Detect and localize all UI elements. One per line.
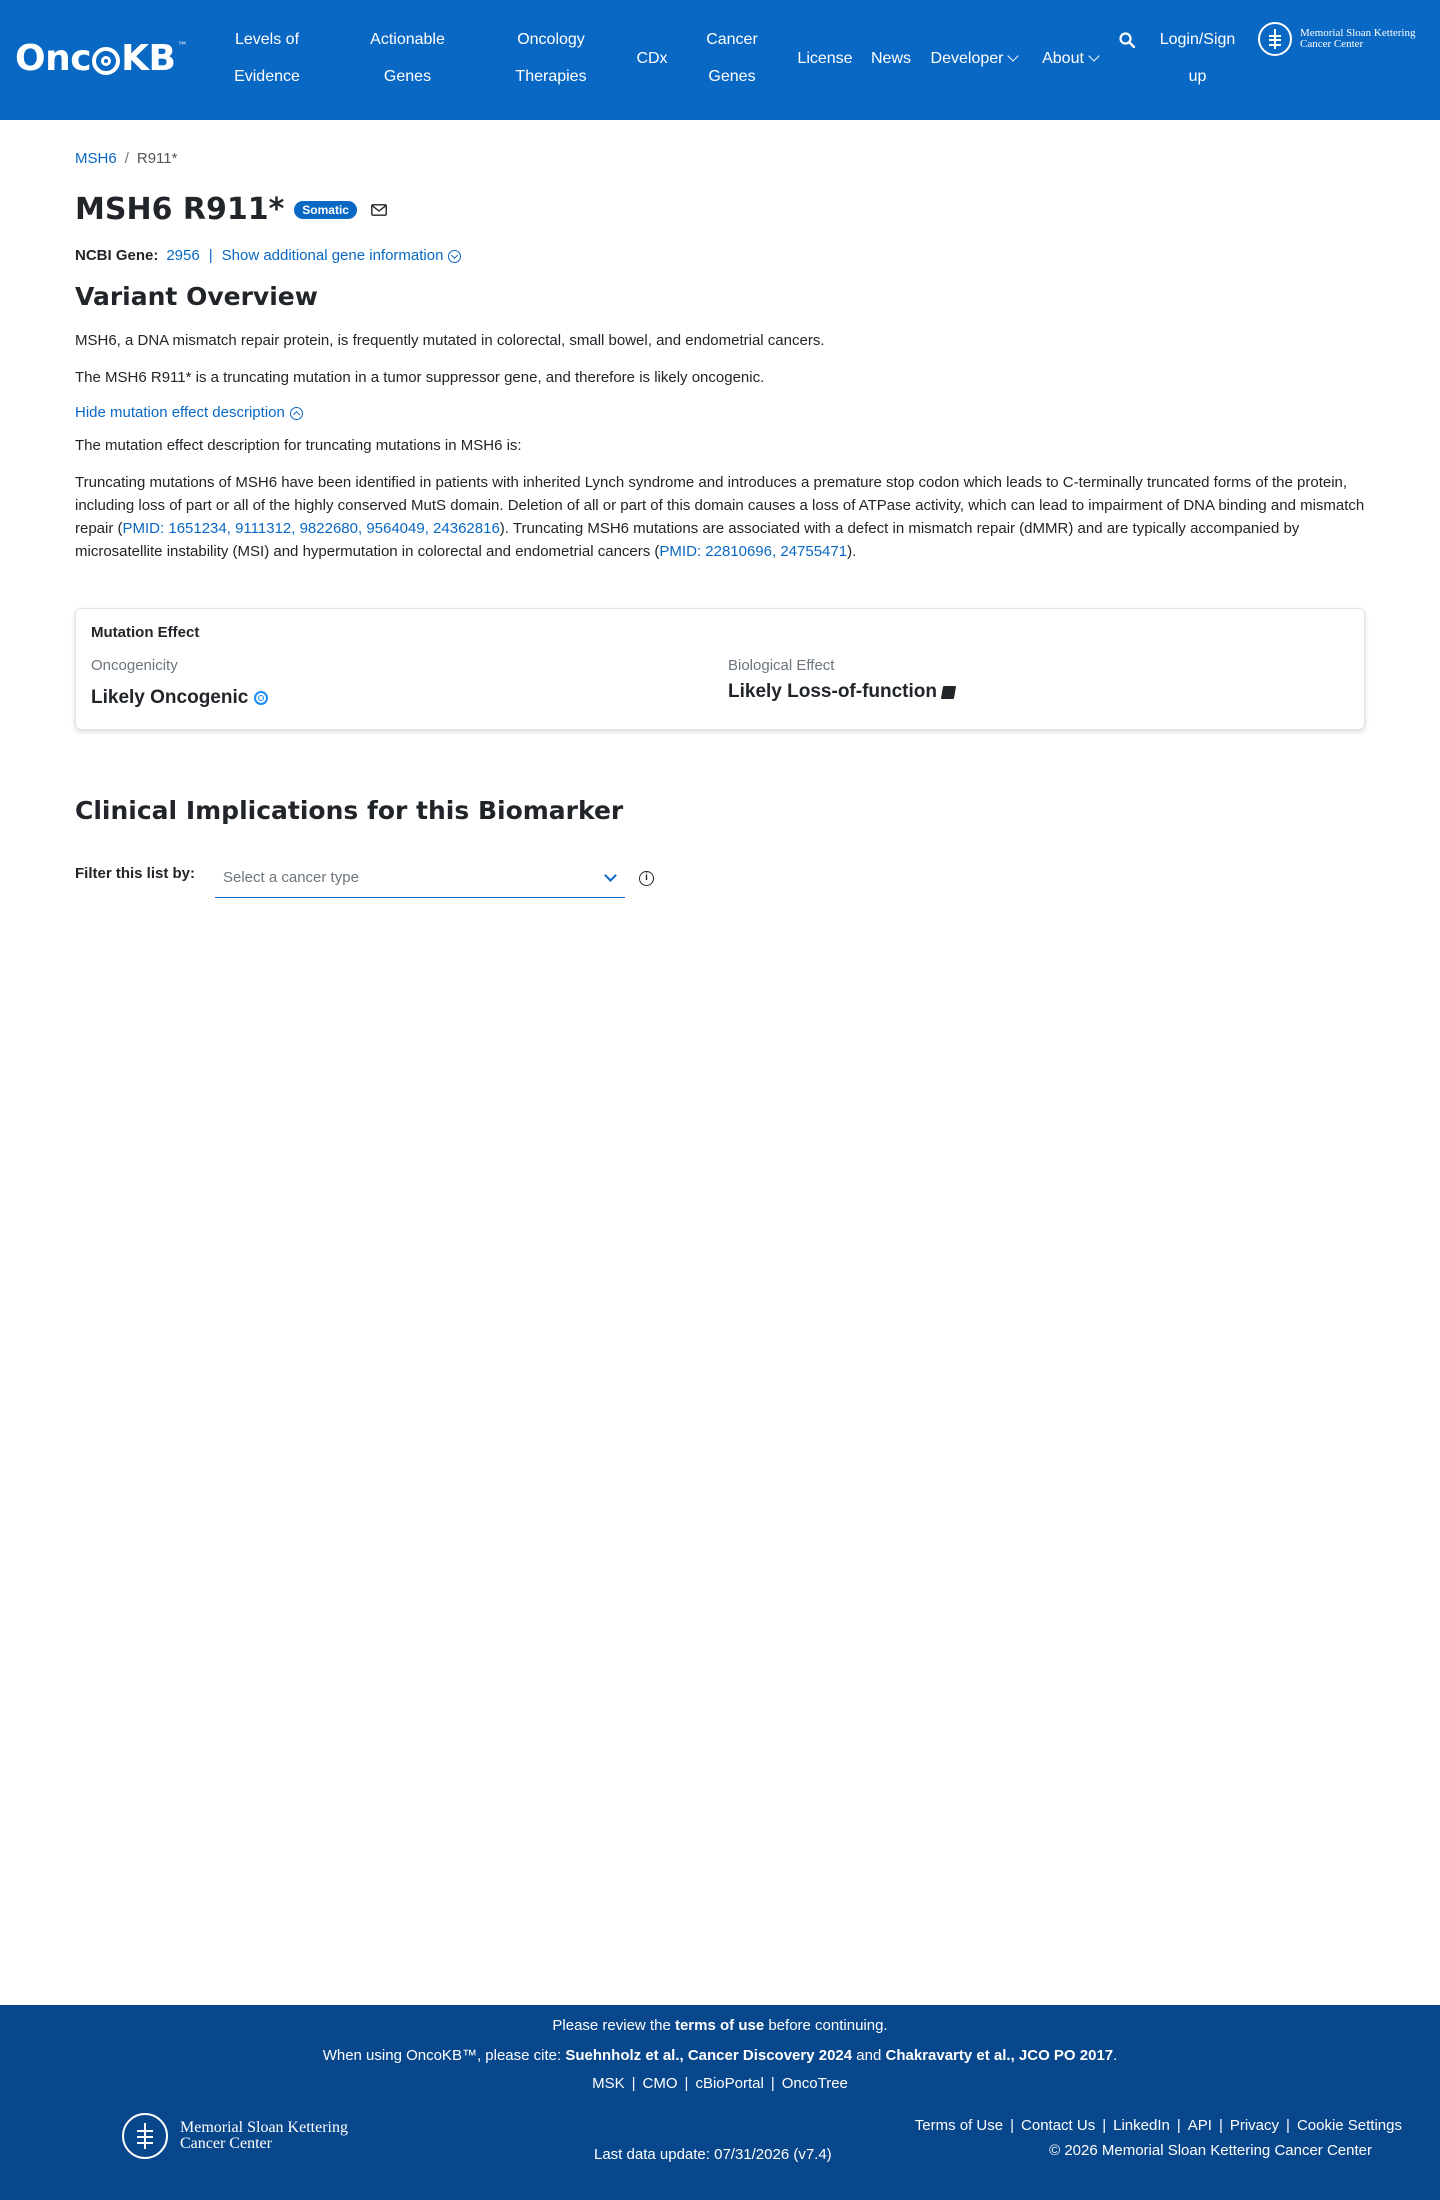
variant-overview-heading: Variant Overview [75, 282, 318, 311]
divider: | [208, 247, 213, 264]
cite-text-a: When using OncoKB™, please cite: [322, 2047, 566, 2064]
privacy-link[interactable]: Privacy [1229, 2117, 1280, 2134]
footer-msk-line1: Memorial Sloan Kettering [180, 2119, 348, 2136]
footer-link-cbioportal[interactable]: cBioPortal [695, 2075, 764, 2092]
top-navbar [0, 0, 1440, 120]
footer-legal-links: Terms of Use | Contact Us | LinkedIn | API | Privacy | Cookie Settings [914, 2117, 1402, 2134]
pmid-link-group-1[interactable]: PMID: 1651234, 9111312, 9822680, 9564049, 24362816 [122, 520, 500, 537]
nav-label: License [797, 50, 853, 67]
footer-link-oncotree[interactable]: OncoTree [781, 2075, 848, 2092]
info-icon[interactable]: i [639, 871, 654, 886]
breadcrumb-separator: / [124, 150, 129, 167]
nav-oncology-therapies[interactable] [508, 21, 594, 95]
breadcrumb [75, 150, 177, 167]
footer-msk-logo[interactable] [122, 2113, 348, 2159]
page-title: MSH6 R911* [75, 192, 285, 227]
overview-variant-summary: The MSH6 R911* is a truncating mutation in a tumor suppressor gene, and therefore is likely oncogenic. [75, 369, 765, 386]
cancer-type-select[interactable] [215, 858, 625, 898]
nav-actionable-genes[interactable] [360, 21, 455, 95]
chevron-down-icon [1088, 50, 1099, 61]
oncogenicity-value [91, 687, 268, 709]
oncogenic-target-icon [254, 691, 268, 705]
nav-label: Developer [930, 50, 1004, 67]
citation-1[interactable]: Suehnholz et al., Cancer Discovery 2024 [565, 2047, 853, 2064]
oncogenicity-label: Oncogenicity [91, 657, 178, 674]
description-part-a: Truncating mutations of MSH6 have been identified in patients with inherited Lynch syndrome and introduces a premature stop codon which leads to C-terminally truncated forms of the protein, including loss of part or all of the highly conserved MutS domain. Deletion of all or part of this domain causes a loss of ATPase activity, which can lead to impairment of DNA binding and mismatch repair ( [75, 474, 1365, 537]
biological-effect-text: Likely Loss-of-function [728, 681, 937, 702]
footer-msk-text [180, 2120, 348, 2152]
filter-label: Filter this list by: [75, 865, 196, 882]
nav-label-line1: Oncology [517, 31, 585, 48]
terms-of-use-footer-link[interactable]: Terms of Use [914, 2117, 1004, 2134]
hide-mutation-effect-label: Hide mutation effect description [75, 404, 285, 421]
nav-label-line2: Therapies [515, 68, 587, 85]
nav-news[interactable] [868, 40, 914, 77]
msk-line2: Cancer Center [1300, 38, 1364, 50]
cookie-settings-link[interactable]: Cookie Settings [1296, 2117, 1402, 2134]
search-icon[interactable] [1119, 32, 1135, 48]
chevron-down-icon [1008, 50, 1019, 61]
overview-gene-summary: MSH6, a DNA mismatch repair protein, is frequently mutated in colorectal, small bowel, and endometrial cancers. [75, 332, 825, 349]
target-logo-icon [92, 47, 120, 75]
nav-label-line2: Evidence [234, 68, 300, 85]
cite-text-c: and [852, 2047, 886, 2064]
msk-line1: Memorial Sloan Kettering [1300, 27, 1416, 39]
description-part-c: ). [847, 543, 857, 560]
mutation-effect-description [75, 471, 1365, 563]
biological-effect-label: Biological Effect [728, 657, 835, 674]
biological-effect-value [728, 681, 955, 703]
msk-nav-text [1300, 28, 1415, 50]
somatic-badge: Somatic [294, 201, 357, 219]
nav-label-line1: Actionable [370, 31, 445, 48]
nav-about-dropdown[interactable] [1036, 40, 1104, 77]
terms-text-a: Please review the [552, 2017, 675, 2034]
contact-us-link[interactable]: Contact Us [1021, 2117, 1096, 2134]
nav-label: About [1042, 50, 1084, 67]
mutation-effect-intro: The mutation effect description for truncating mutations in MSH6 is: [75, 437, 522, 454]
mutation-effect-title: Mutation Effect [91, 624, 200, 641]
circle-chevron-up-icon [290, 407, 303, 420]
breadcrumb-gene-link[interactable]: MSH6 [75, 150, 117, 167]
linkedin-link[interactable]: LinkedIn [1113, 2117, 1170, 2134]
terms-text-c: before continuing. [764, 2017, 888, 2034]
nav-label-line1: Cancer [706, 31, 758, 48]
ncbi-gene-row [75, 247, 461, 264]
logo-prefix: Onc [15, 38, 92, 79]
description-part-b: ). Truncating MSH6 mutations are associated with a defect in mismatch repair (dMMR) and are typically accompanied by microsatellite instability (MSI) and hypermutation in colorectal and endometrial cancers ( [75, 520, 1300, 560]
nav-label-line2: Genes [708, 68, 756, 85]
oncokb-logo[interactable] [15, 38, 187, 79]
cite-text-e: . [1113, 2047, 1118, 2064]
hide-mutation-effect-toggle[interactable] [75, 404, 303, 421]
citation-notice [0, 2047, 1440, 2064]
nav-label-line2: Genes [383, 68, 432, 85]
login-signup-link[interactable] [1150, 21, 1245, 95]
show-gene-info-label: Show additional gene information [221, 247, 444, 264]
api-link[interactable]: API [1187, 2117, 1212, 2134]
show-gene-info-toggle[interactable] [222, 247, 462, 264]
circle-chevron-down-icon [448, 250, 461, 263]
clinical-implications-heading: Clinical Implications for this Biomarker [75, 796, 624, 825]
nav-developer-dropdown[interactable] [926, 40, 1022, 77]
footer-msk-line2: Cancer Center [180, 2135, 272, 2152]
citation-2[interactable]: Chakravarty et al., JCO PO 2017 [885, 2047, 1114, 2064]
footer-right [915, 2117, 1402, 2167]
msk-logo-icon [1258, 22, 1292, 56]
cancer-type-placeholder: Select a cancer type [223, 869, 359, 886]
nav-label-line1: Levels of [234, 31, 300, 48]
mutation-effect-card [75, 608, 1365, 730]
footer-partner-links: MSK | CMO | cBioPortal | OncoTree [592, 2075, 848, 2092]
oncogenicity-text: Likely Oncogenic [91, 687, 249, 708]
terms-of-use-link[interactable]: terms of use [674, 2017, 765, 2034]
nav-label-line1: Login/Sign [1159, 31, 1236, 48]
nav-cdx[interactable] [632, 40, 672, 77]
nav-label-line2: up [1188, 68, 1207, 85]
title-row [75, 192, 387, 227]
logo-trademark: ™ [177, 41, 187, 52]
breadcrumb-current: R911* [136, 150, 178, 167]
msk-nav-logo[interactable] [1258, 22, 1415, 56]
footer-link-cmo[interactable]: CMO [642, 2075, 678, 2092]
book-icon[interactable] [941, 686, 956, 699]
pmid-link-group-2[interactable]: PMID: 22810696, 24755471 [659, 543, 848, 560]
nav-cancer-genes[interactable] [700, 21, 764, 95]
footer [0, 2005, 1440, 2200]
nav-label: CDx [636, 50, 668, 67]
mail-icon[interactable] [371, 204, 387, 216]
ncbi-label: NCBI Gene: [75, 247, 159, 264]
msk-logo-icon [122, 2113, 168, 2159]
ncbi-gene-id-link[interactable]: 2956 [166, 247, 200, 264]
nav-levels-of-evidence[interactable] [222, 21, 312, 95]
logo-suffix: KB [121, 38, 176, 79]
footer-link-msk[interactable]: MSK [592, 2075, 625, 2092]
chevron-down-icon [604, 869, 617, 882]
copyright: © 2026 Memorial Sloan Kettering Cancer Center [1049, 2142, 1372, 2159]
nav-label: News [870, 50, 911, 67]
terms-notice [0, 2017, 1440, 2034]
last-data-update: Last data update: 07/31/2026 (v7.4) [594, 2146, 832, 2163]
nav-license[interactable] [794, 40, 856, 77]
